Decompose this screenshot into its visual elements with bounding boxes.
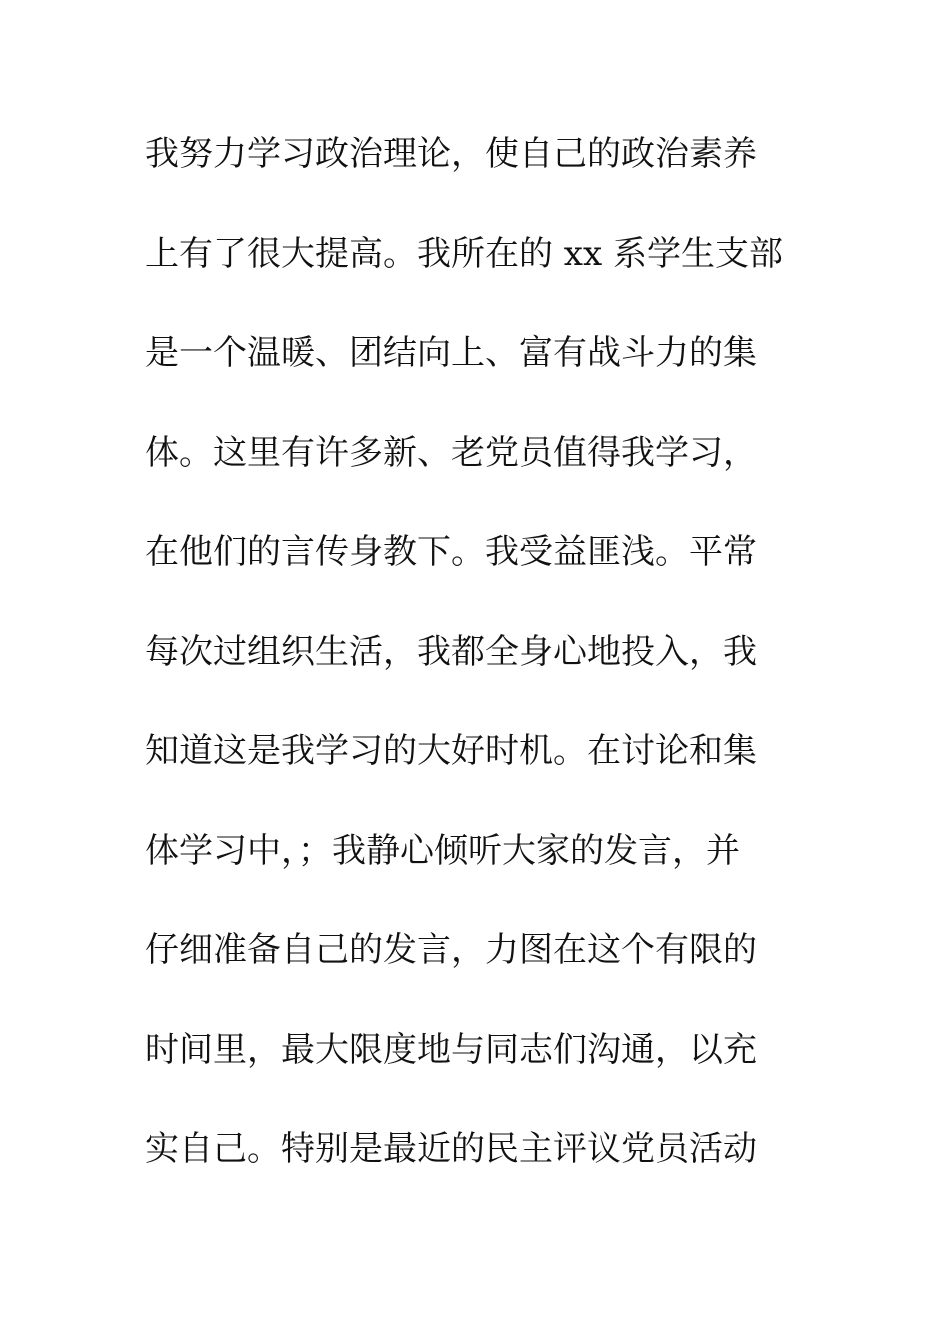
text-line: 我努力学习政治理论，使自己的政治素养 — [145, 134, 757, 174]
text-line: 每次过组织生活，我都全身心地投入，我 — [145, 631, 757, 672]
text-line: 实自己。特别是最近的民主评议党员活动 — [145, 1129, 757, 1169]
text-line: 在他们的言传身教下。我受益匪浅。平常 — [145, 532, 757, 572]
text-line: 仔细准备自己的发言，力图在这个有限的 — [145, 930, 757, 970]
body-paragraph — [145, 122, 805, 1217]
text-line: 时间里，最大限度地与同志们沟通，以充 — [145, 1029, 757, 1070]
text-line: 是一个温暖、团结向上、富有战斗力的集 — [145, 333, 757, 373]
text-line: 知道这是我学习的大好时机。在讨论和集 — [145, 731, 757, 771]
text-line: 上有了很大提高。我所在的 xx 系学生支部 — [145, 233, 783, 274]
text-line: 体。这里有许多新、老党员值得我学习， — [145, 432, 757, 473]
text-line: 体学习中，；我静心倾听大家的发言，并 — [145, 830, 740, 871]
